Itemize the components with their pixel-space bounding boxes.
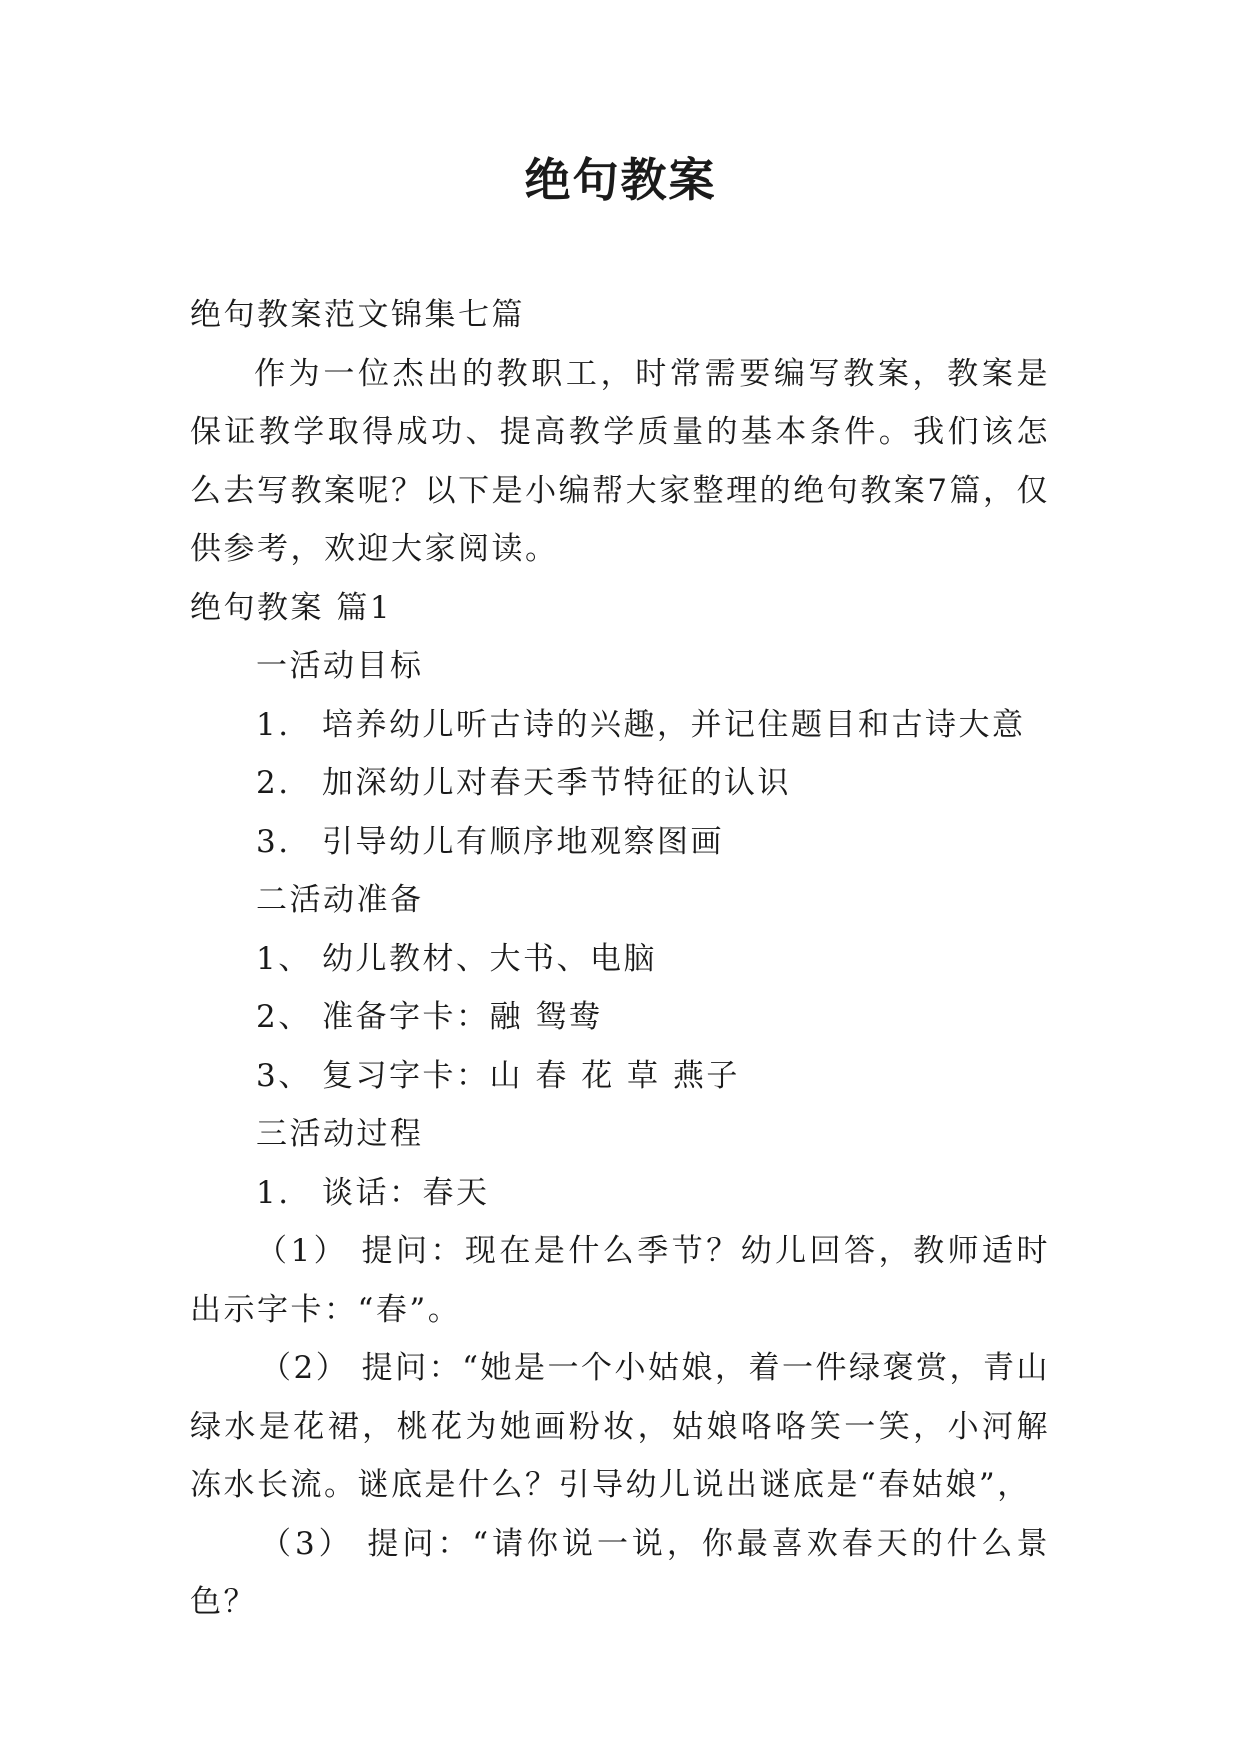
list-item-number: 2、 [256,999,312,1035]
list-item-number: 3、 [256,1057,312,1094]
goals-heading: 一活动目标 [256,648,424,684]
list-item-number: 1. [256,1174,291,1211]
list-item [190,754,1050,813]
process-heading: 三活动过程 [256,1116,424,1152]
question-paragraph: （1） 提问：现在是什么季节？幼儿回答，教师适时出示字卡：“春”。 [190,1233,1050,1328]
list-item [190,1047,1050,1106]
question-paragraph: （2） 提问：“她是一个小姑娘，着一件绿褒赏，青山绿水是花裙，桃花为她画粉妆，姑娘咯咯笑一笑，小河解冻水长流。谜底是什么？引导幼儿说出谜底是“春姑娘”， [190,1350,1050,1503]
list-item-number: 1. [256,706,291,743]
list-item [190,1164,1050,1223]
list-item-text: 培养幼儿听古诗的兴趣，并记住题目和古诗大意 [322,706,1026,743]
question-paragraph: （3） 提问：“请你说一说，你最喜欢春天的什么景色？ [190,1525,1050,1620]
list-item-text: 谈话：春天 [322,1174,490,1211]
list-item [190,930,1050,989]
list-item-text: 加深幼儿对春天季节特征的认识 [322,765,791,801]
collection-title: 绝句教案范文锦集七篇 [190,297,525,333]
list-item-number: 1、 [256,940,312,977]
list-item [190,988,1050,1047]
document-title: 绝句教案 [524,153,717,207]
list-item-text: 引导幼儿有顺序地观察图画 [322,823,724,860]
list-item-number: 3. [256,823,291,860]
list-item-text: 复习字卡：山 春 花 草 燕子 [322,1057,740,1094]
list-item [190,813,1050,872]
prep-heading: 二活动准备 [256,882,424,918]
intro-paragraph: 作为一位杰出的教职工，时常需要编写教案，教案是保证教学取得成功、提高教学质量的基本条件。我们该怎么去写教案呢？以下是小编帮大家整理的绝句教案7篇，仅供参考，欢迎大家阅读。 [190,355,1050,567]
list-item-text: 幼儿教材、大书、电脑 [322,940,657,977]
list-item-text: 准备字卡：融 鸳鸯 [322,999,603,1035]
section-heading: 绝句教案 篇1 [190,589,393,626]
list-item [190,696,1050,755]
document-body [190,286,1050,1632]
list-item-number: 2. [256,765,291,801]
